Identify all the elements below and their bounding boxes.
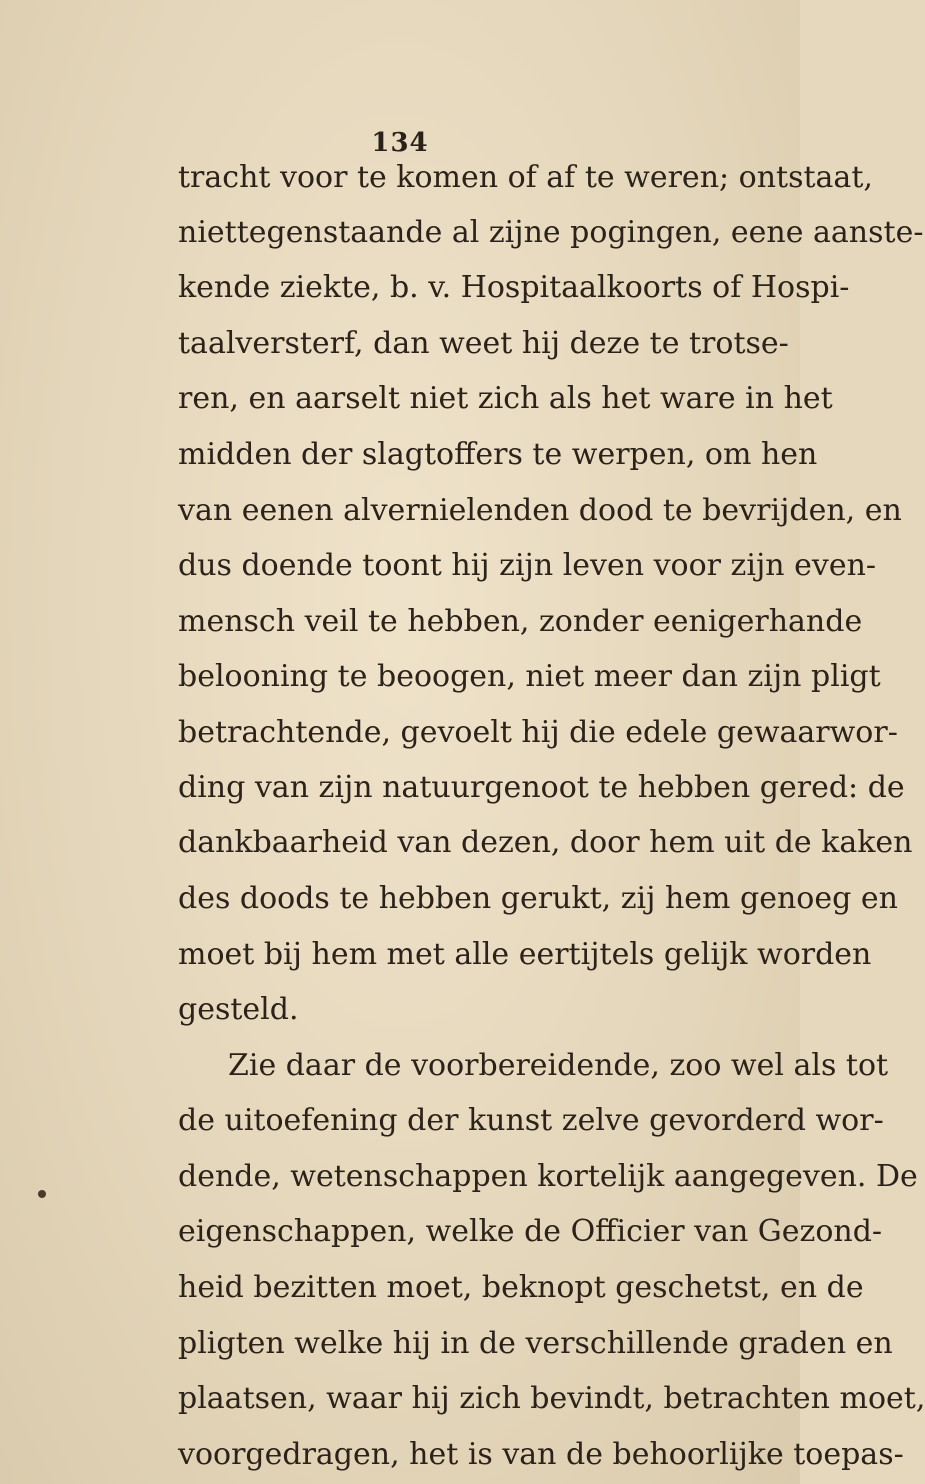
text-line: belooning te beoogen, niet meer dan zijn pligt (178, 659, 881, 694)
text-line: taalversterf, dan weet hij deze te trotse- (178, 326, 789, 361)
paragraph-first-line: Zie daar de voorbereidende, zoo wel als tot (228, 1048, 889, 1083)
text-line: dankbaarheid van dezen, door hem uit de kaken (178, 825, 913, 860)
text-line: mensch veil te hebben, zonder eenigerhande (178, 604, 863, 639)
text-line: tracht voor te komen of af te weren; ontstaat, (178, 160, 873, 195)
text-line: eigenschappen, welke de Officier van Gezond- (178, 1214, 883, 1249)
text-line: ding van zijn natuurgenoot te hebben gered: de (178, 770, 905, 805)
text-line: heid bezitten moet, beknopt geschetst, en de (178, 1270, 864, 1305)
text-line: gesteld. (178, 992, 299, 1027)
text-line: ren, en aarselt niet zich als het ware in het (178, 381, 833, 416)
text-line: dus doende toont hij zijn leven voor zijn even- (178, 548, 877, 583)
text-line: pligten welke hij in de verschillende graden en (178, 1326, 893, 1361)
text-line: moet bij hem met alle eertijtels gelijk worden (178, 937, 872, 972)
text-line: de uitoefening der kunst zelve gevorderd wor- (178, 1103, 884, 1138)
text-line: des doods te hebben gerukt, zij hem genoeg en (178, 881, 898, 916)
text-line: midden der slagtoffers te werpen, om hen (178, 437, 818, 472)
paper-speck (38, 1190, 46, 1198)
text-line: betrachtende, gevoelt hij die edele gewaarwor- (178, 715, 898, 750)
text-line: dende, wetenschappen kortelijk aangegeven. De (178, 1159, 918, 1194)
text-line: kende ziekte, b. v. Hospitaalkoorts of Hospi- (178, 270, 850, 305)
text-line: plaatsen, waar hij zich bevindt, betrachten moet, (178, 1381, 925, 1416)
page-number: 134 (371, 128, 429, 158)
text-line: niettegenstaande al zijne pogingen, eene aanste- (178, 215, 924, 250)
text-line: voorgedragen, het is van de behoorlijke toepas- (178, 1437, 904, 1472)
text-line: van eenen alvernielenden dood te bevrijden, en (178, 493, 902, 528)
